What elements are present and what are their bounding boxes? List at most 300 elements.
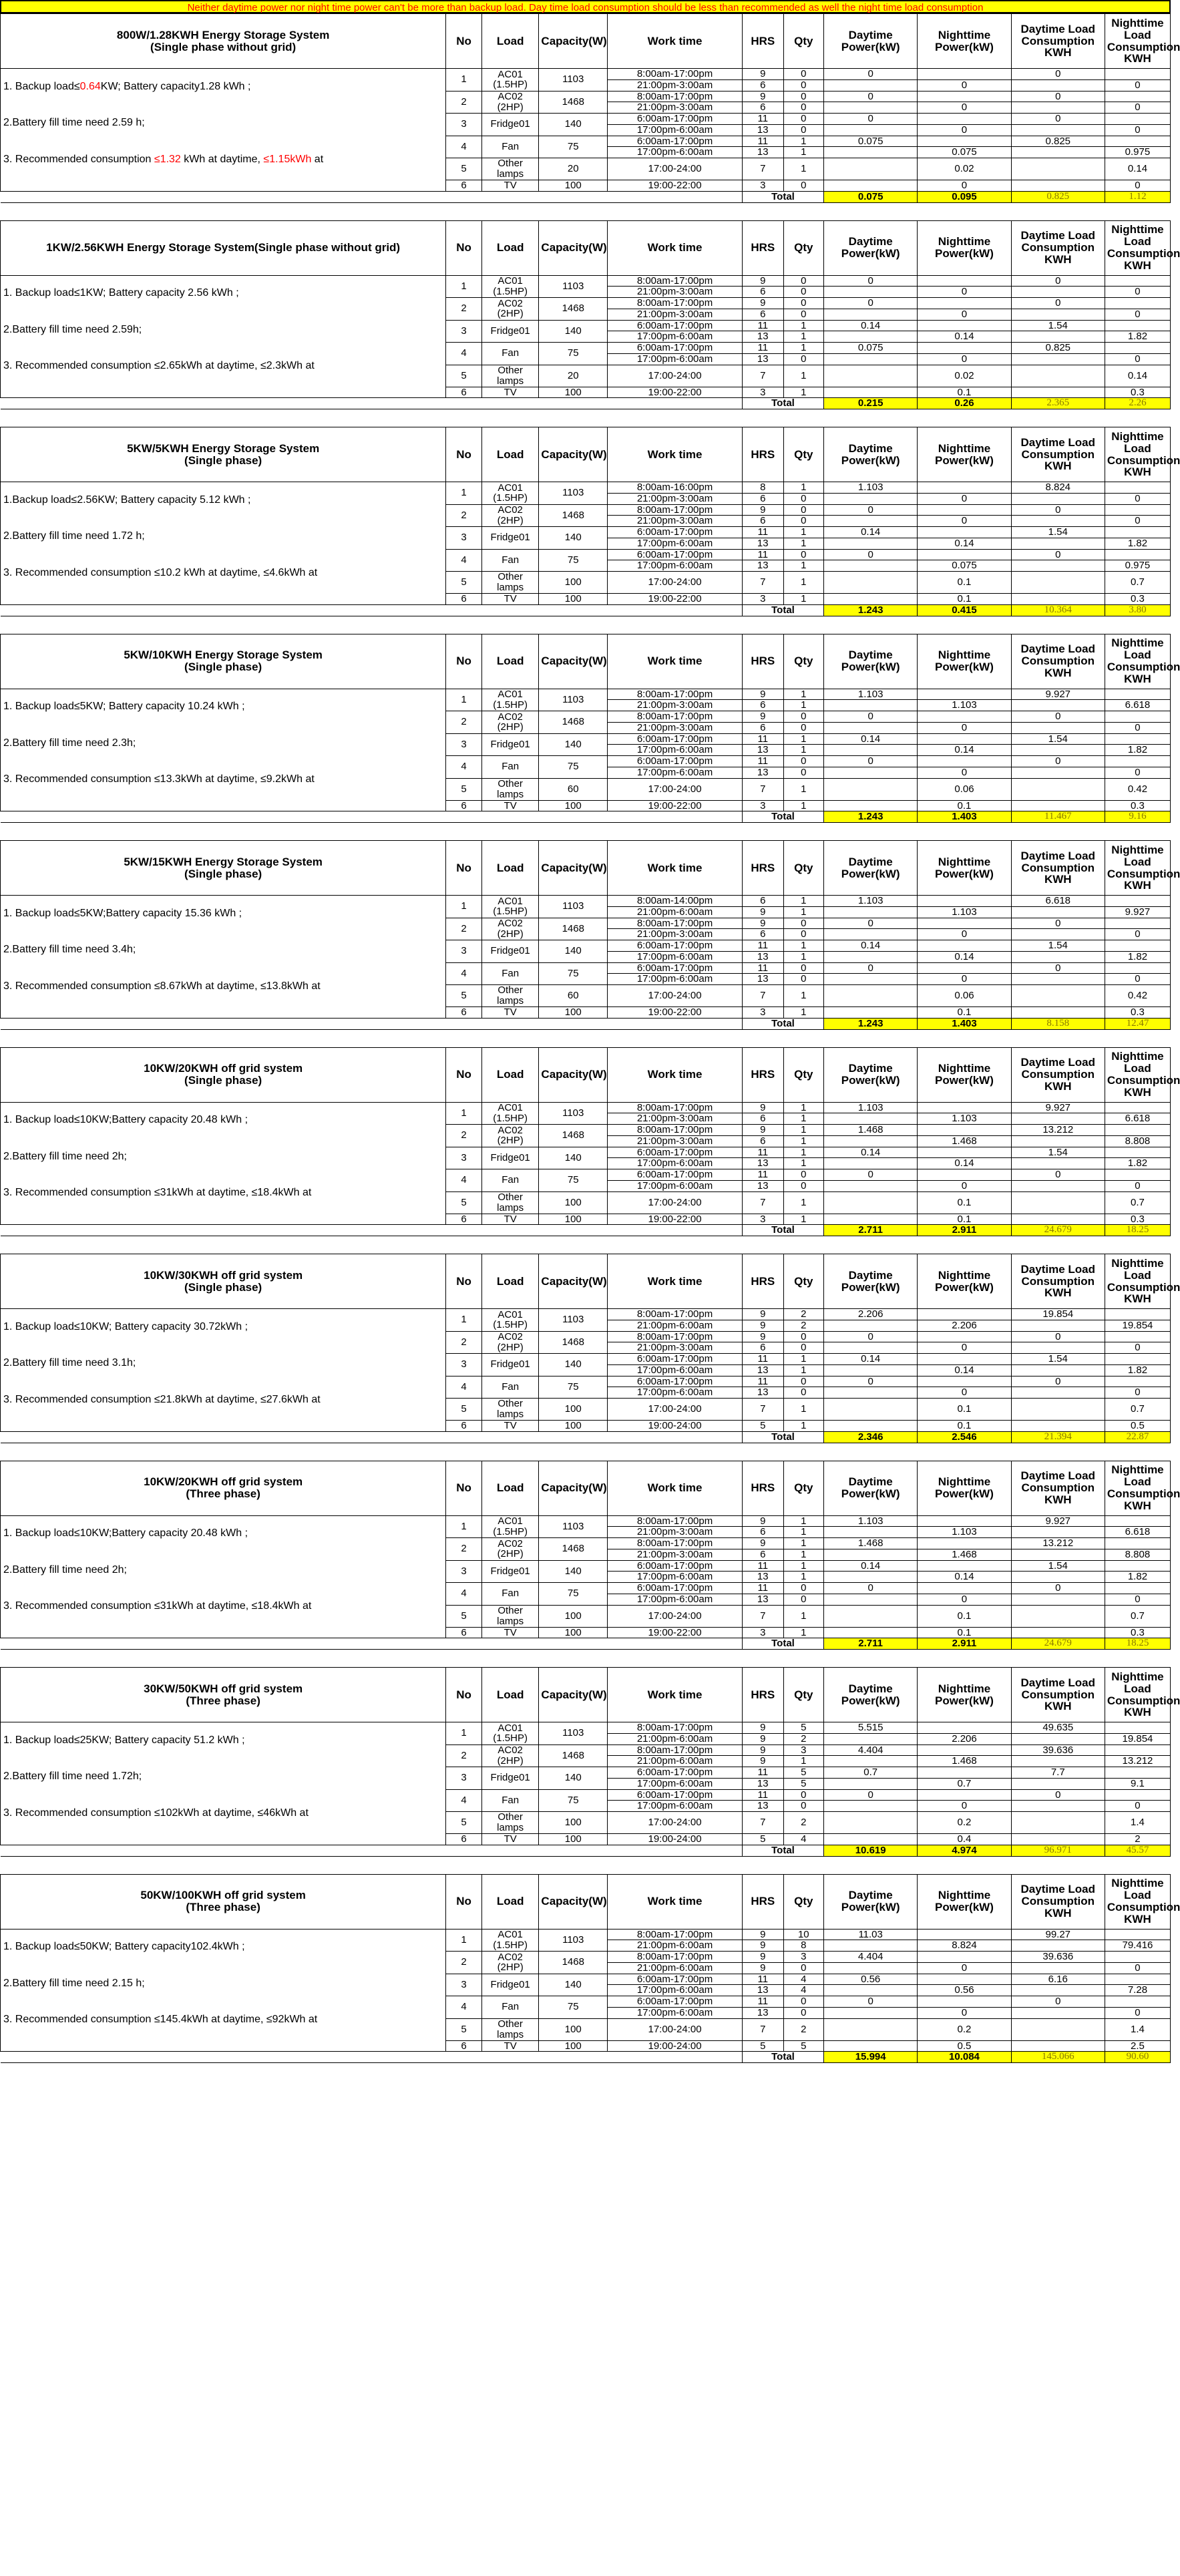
load-capacity: 100 [539, 1007, 608, 1019]
load-number: 5 [446, 572, 482, 594]
work-time: 21:00pm-6:00am [608, 1320, 743, 1331]
load-number: 1 [446, 482, 482, 505]
system-title-line: (Three phase) [186, 1901, 260, 1913]
hours: 9 [742, 69, 783, 80]
system-title [1, 841, 446, 896]
hours: 11 [742, 527, 783, 538]
load-capacity: 1103 [539, 1102, 608, 1125]
system-table [0, 13, 1180, 203]
nighttime-power [918, 962, 1011, 974]
work-time: 17:00-24:00 [608, 1605, 743, 1627]
hours: 7 [742, 1605, 783, 1627]
info-text: 1.Backup load≤2.56KW; Battery capacity 5.12 kWh ; [3, 494, 251, 506]
work-time: 21:00pm-3:00am [608, 1113, 743, 1125]
system-info-lines [1, 1309, 445, 1418]
info-text: 3. Recommended consumption ≤102kWh at daytime, ≤46kWh at [3, 1807, 309, 1819]
daytime-consumption: 0 [1011, 114, 1105, 125]
load-number: 3 [446, 1147, 482, 1169]
info-line [1, 1735, 445, 1746]
load-name: AC01 (1.5HP) [481, 1515, 539, 1538]
daytime-consumption: 1.54 [1011, 733, 1105, 745]
info-text: 2.Battery fill time need 2h; [3, 1563, 127, 1576]
system-info [1, 896, 446, 1019]
system-title-line: 5KW/15KWH Energy Storage System [124, 855, 323, 868]
daytime-consumption [1011, 1572, 1105, 1583]
nighttime-consumption [1105, 1147, 1170, 1158]
load-number: 4 [446, 1583, 482, 1606]
nighttime-power: 0 [918, 309, 1011, 320]
load-name: TV [481, 180, 539, 192]
load-number: 5 [446, 778, 482, 800]
nighttime-consumption: 0.3 [1105, 387, 1170, 398]
col-header-hrs: HRS [742, 1461, 783, 1515]
hours: 9 [742, 918, 783, 929]
load-capacity: 1468 [539, 1538, 608, 1561]
quantity: 1 [783, 1538, 823, 1549]
quantity: 0 [783, 493, 823, 504]
daytime-consumption [1011, 572, 1105, 594]
load-number: 6 [446, 1214, 482, 1225]
load-capacity: 140 [539, 733, 608, 756]
daytime-power [824, 929, 918, 940]
total-daytime-consumption: 0.825 [1011, 191, 1105, 202]
col-header-load: Load [481, 634, 539, 689]
system-info-lines [1, 1516, 445, 1625]
nighttime-consumption: 0.14 [1105, 158, 1170, 180]
nighttime-consumption: 0 [1105, 102, 1170, 114]
info-line [1, 2014, 445, 2026]
load-name: Other lamps [481, 1399, 539, 1421]
daytime-power [824, 767, 918, 778]
nighttime-consumption: 1.82 [1105, 951, 1170, 962]
load-name: Fridge01 [481, 1767, 539, 1790]
hours: 6 [742, 1527, 783, 1538]
quantity: 0 [783, 353, 823, 365]
info-text: 3. Recommended consumption ≤21.8kWh at daytime, ≤27.6kWh at [3, 1393, 321, 1405]
work-time: 8:00am-17:00pm [608, 69, 743, 80]
hours: 6 [742, 79, 783, 91]
info-line [1, 1322, 445, 1333]
daytime-power [824, 722, 918, 733]
nighttime-power [918, 1169, 1011, 1181]
hours: 9 [742, 1125, 783, 1136]
nighttime-consumption [1105, 689, 1170, 700]
load-name: Fan [481, 343, 539, 365]
col-header-night-cons: Nighttime Load Consumption KWH [1105, 841, 1170, 896]
daytime-power [824, 1801, 918, 1812]
system-table [0, 220, 1180, 410]
daytime-consumption: 0 [1011, 1789, 1105, 1801]
nighttime-power: 0.02 [918, 365, 1011, 387]
load-number: 6 [446, 180, 482, 192]
nighttime-power: 0.14 [918, 1572, 1011, 1583]
nighttime-power: 0.075 [918, 560, 1011, 572]
nighttime-power [918, 1767, 1011, 1779]
nighttime-consumption: 0 [1105, 124, 1170, 136]
total-row [1, 1018, 1171, 1029]
work-time: 21:00pm-3:00am [608, 287, 743, 298]
info-text: 1. Backup load≤5KW; Battery capacity 10.24 kWh ; [3, 701, 245, 713]
nighttime-consumption [1105, 1583, 1170, 1594]
load-number: 5 [446, 985, 482, 1007]
nighttime-power [918, 1125, 1011, 1136]
work-time: 8:00am-17:00pm [608, 504, 743, 516]
info-line [1, 1978, 445, 1990]
col-header-night-power: Nighttime Power(kW) [918, 14, 1011, 69]
total-daytime-power: 15.994 [824, 2052, 918, 2063]
hours: 9 [742, 906, 783, 918]
quantity: 1 [783, 1191, 823, 1214]
nighttime-power [918, 1102, 1011, 1113]
load-number: 2 [446, 711, 482, 734]
hours: 6 [742, 1342, 783, 1354]
col-header-qty: Qty [783, 220, 823, 275]
info-text: 1. Backup load≤10KW;Battery capacity 20.48 kWh ; [3, 1527, 248, 1539]
total-daytime-consumption: 24.679 [1011, 1638, 1105, 1650]
work-time: 17:00pm-6:00am [608, 1801, 743, 1812]
hours: 11 [742, 1996, 783, 2008]
daytime-consumption [1011, 102, 1105, 114]
nighttime-consumption: 0.975 [1105, 147, 1170, 158]
hours: 11 [742, 136, 783, 147]
total-label: Total [742, 604, 823, 616]
nighttime-consumption: 8.808 [1105, 1549, 1170, 1560]
col-header-capacity: Capacity(W) [539, 14, 608, 69]
daytime-consumption [1011, 560, 1105, 572]
daytime-consumption: 39.636 [1011, 1744, 1105, 1756]
nighttime-consumption [1105, 1515, 1170, 1527]
col-header-load: Load [481, 1668, 539, 1722]
daytime-power [824, 985, 918, 1007]
total-daytime-power: 0.215 [824, 398, 918, 409]
hours: 11 [742, 1354, 783, 1365]
hours: 11 [742, 114, 783, 125]
system-title [1, 220, 446, 275]
nighttime-power: 0.14 [918, 1158, 1011, 1169]
header-row [1, 1047, 1171, 1102]
nighttime-consumption: 0.3 [1105, 594, 1170, 605]
total-daytime-power: 0.075 [824, 191, 918, 202]
daytime-power [824, 2018, 918, 2040]
hours: 11 [742, 1789, 783, 1801]
nighttime-consumption: 1.82 [1105, 1364, 1170, 1376]
hours: 3 [742, 387, 783, 398]
daytime-consumption: 9.927 [1011, 1102, 1105, 1113]
nighttime-power: 0.1 [918, 594, 1011, 605]
daytime-consumption [1011, 1940, 1105, 1952]
col-header-capacity: Capacity(W) [539, 1461, 608, 1515]
load-number: 3 [446, 114, 482, 136]
col-header-day-power: Daytime Power(kW) [824, 220, 918, 275]
col-header-day-power: Daytime Power(kW) [824, 1668, 918, 1722]
daytime-consumption: 6.618 [1011, 896, 1105, 907]
daytime-power: 0 [824, 1996, 918, 2008]
quantity: 1 [783, 538, 823, 549]
daytime-consumption: 0 [1011, 91, 1105, 102]
table-row [1, 1929, 1171, 1940]
quantity: 0 [783, 1583, 823, 1594]
nighttime-power: 0 [918, 1594, 1011, 1605]
total-spacer [1, 2052, 743, 2063]
col-header-work-time: Work time [608, 634, 743, 689]
daytime-consumption [1011, 1627, 1105, 1638]
nighttime-power: 0 [918, 1387, 1011, 1399]
info-line [1, 361, 445, 372]
system-title [1, 1254, 446, 1309]
total-nighttime-power: 1.403 [918, 811, 1011, 823]
total-daytime-consumption: 10.364 [1011, 604, 1105, 616]
daytime-consumption: 13.212 [1011, 1125, 1105, 1136]
col-header-qty: Qty [783, 14, 823, 69]
col-header-load: Load [481, 1047, 539, 1102]
quantity: 0 [783, 309, 823, 320]
load-name: Fridge01 [481, 1147, 539, 1169]
quantity: 0 [783, 767, 823, 778]
daytime-power: 1.103 [824, 1102, 918, 1113]
work-time: 8:00am-16:00pm [608, 482, 743, 494]
load-capacity: 1468 [539, 91, 608, 114]
daytime-power [824, 1113, 918, 1125]
load-number: 1 [446, 1515, 482, 1538]
total-nighttime-consumption: 22.87 [1105, 1431, 1170, 1443]
col-header-qty: Qty [783, 841, 823, 896]
load-capacity: 75 [539, 1996, 608, 2019]
daytime-power: 0.56 [824, 1974, 918, 1985]
load-number: 2 [446, 91, 482, 114]
quantity: 0 [783, 1180, 823, 1191]
info-text: 1. Backup load≤10KW;Battery capacity 20.48 kWh ; [3, 1114, 248, 1126]
load-name: AC01 (1.5HP) [481, 1309, 539, 1332]
work-time: 8:00am-17:00pm [608, 298, 743, 309]
daytime-consumption [1011, 1733, 1105, 1744]
info-line [1, 1115, 445, 1126]
col-header-day-cons: Daytime Load Consumption KWH [1011, 1461, 1105, 1515]
work-time: 21:00pm-6:00am [608, 906, 743, 918]
work-time: 17:00-24:00 [608, 1191, 743, 1214]
col-header-qty: Qty [783, 427, 823, 482]
daytime-consumption: 13.212 [1011, 1538, 1105, 1549]
col-header-qty: Qty [783, 1047, 823, 1102]
quantity: 1 [783, 1364, 823, 1376]
col-header-load: Load [481, 1461, 539, 1515]
col-header-work-time: Work time [608, 427, 743, 482]
daytime-power [824, 287, 918, 298]
nighttime-power: 1.468 [918, 1549, 1011, 1560]
daytime-consumption [1011, 1320, 1105, 1331]
total-daytime-consumption: 96.971 [1011, 1845, 1105, 1856]
hours: 13 [742, 2007, 783, 2018]
table-row [1, 1515, 1171, 1527]
nighttime-consumption [1105, 1538, 1170, 1549]
col-header-work-time: Work time [608, 1254, 743, 1309]
col-header-night-power: Nighttime Power(kW) [918, 427, 1011, 482]
nighttime-power [918, 504, 1011, 516]
load-capacity: 100 [539, 594, 608, 605]
system-info-lines [1, 689, 445, 798]
work-time: 6:00am-17:00pm [608, 1354, 743, 1365]
col-header-no: No [446, 1874, 482, 1929]
work-time: 21:00pm-3:00am [608, 929, 743, 940]
total-row [1, 811, 1171, 823]
quantity: 1 [783, 700, 823, 711]
load-capacity: 100 [539, 572, 608, 594]
daytime-consumption [1011, 538, 1105, 549]
load-name: Fan [481, 1583, 539, 1606]
load-number: 3 [446, 733, 482, 756]
daytime-consumption: 0 [1011, 1169, 1105, 1181]
quantity: 1 [783, 1214, 823, 1225]
total-daytime-power: 2.711 [824, 1225, 918, 1236]
work-time: 6:00am-17:00pm [608, 962, 743, 974]
col-header-hrs: HRS [742, 220, 783, 275]
daytime-power [824, 1180, 918, 1191]
total-spacer [1, 1845, 743, 1856]
info-text: ≤1.32 [154, 153, 181, 165]
daytime-power [824, 1191, 918, 1214]
quantity: 0 [783, 102, 823, 114]
nighttime-power: 0 [918, 722, 1011, 733]
load-number: 1 [446, 275, 482, 298]
work-time: 21:00pm-3:00am [608, 493, 743, 504]
load-name: AC02 (2HP) [481, 1331, 539, 1354]
daytime-power [824, 1962, 918, 1974]
col-header-capacity: Capacity(W) [539, 1047, 608, 1102]
load-name: AC01 (1.5HP) [481, 69, 539, 91]
work-time: 17:00pm-6:00am [608, 1778, 743, 1789]
col-header-day-power: Daytime Power(kW) [824, 634, 918, 689]
work-time: 21:00pm-3:00am [608, 700, 743, 711]
nighttime-consumption [1105, 527, 1170, 538]
total-daytime-consumption: 145.066 [1011, 2052, 1105, 2063]
load-name: TV [481, 800, 539, 811]
hours: 11 [742, 756, 783, 767]
work-time: 17:00-24:00 [608, 2018, 743, 2040]
total-spacer [1, 398, 743, 409]
col-header-capacity: Capacity(W) [539, 427, 608, 482]
daytime-consumption: 19.854 [1011, 1309, 1105, 1320]
load-name: AC02 (2HP) [481, 918, 539, 940]
quantity: 1 [783, 689, 823, 700]
col-header-night-power: Nighttime Power(kW) [918, 1874, 1011, 1929]
load-capacity: 1468 [539, 298, 608, 321]
nighttime-consumption: 0 [1105, 79, 1170, 91]
col-header-night-cons: Nighttime Load Consumption KWH [1105, 14, 1170, 69]
work-time: 6:00am-17:00pm [608, 1560, 743, 1572]
total-row [1, 191, 1171, 202]
daytime-consumption: 49.635 [1011, 1722, 1105, 1734]
header-row [1, 427, 1171, 482]
daytime-consumption: 0 [1011, 549, 1105, 560]
daytime-power: 0.075 [824, 136, 918, 147]
total-nighttime-power: 0.095 [918, 191, 1011, 202]
table-row [1, 689, 1171, 700]
daytime-consumption: 39.636 [1011, 1952, 1105, 1963]
work-time: 21:00pm-3:00am [608, 516, 743, 527]
daytime-consumption: 6.16 [1011, 1974, 1105, 1985]
daytime-power: 5.515 [824, 1722, 918, 1734]
daytime-consumption: 1.54 [1011, 1560, 1105, 1572]
load-name: TV [481, 1627, 539, 1638]
nighttime-power [918, 1722, 1011, 1734]
quantity: 1 [783, 1560, 823, 1572]
hours: 13 [742, 767, 783, 778]
daytime-power [824, 309, 918, 320]
load-name: Fan [481, 1376, 539, 1399]
daytime-consumption [1011, 1191, 1105, 1214]
quantity: 1 [783, 1756, 823, 1767]
nighttime-power: 0.1 [918, 572, 1011, 594]
nighttime-consumption: 0 [1105, 1180, 1170, 1191]
nighttime-consumption [1105, 343, 1170, 354]
nighttime-consumption: 19.854 [1105, 1320, 1170, 1331]
daytime-power [824, 1733, 918, 1744]
work-time: 8:00am-17:00pm [608, 918, 743, 929]
nighttime-consumption: 0.3 [1105, 800, 1170, 811]
nighttime-power [918, 733, 1011, 745]
system-title-line: 10KW/20KWH off grid system [144, 1062, 303, 1075]
col-header-no: No [446, 1461, 482, 1515]
load-name: AC01 (1.5HP) [481, 482, 539, 505]
hours: 11 [742, 940, 783, 952]
total-nighttime-consumption: 9.16 [1105, 811, 1170, 823]
hours: 9 [742, 1940, 783, 1952]
daytime-consumption: 1.54 [1011, 320, 1105, 331]
info-text: 3. Recommended consumption ≤10.2 kWh at daytime, ≤4.6kWh at [3, 566, 318, 578]
work-time: 19:00-22:00 [608, 1214, 743, 1225]
info-line [1, 1395, 445, 1406]
nighttime-power [918, 1331, 1011, 1342]
daytime-power [824, 1549, 918, 1560]
info-line [1, 774, 445, 785]
load-number: 4 [446, 756, 482, 779]
header-row [1, 220, 1171, 275]
col-header-capacity: Capacity(W) [539, 1254, 608, 1309]
total-daytime-consumption: 8.158 [1011, 1018, 1105, 1029]
load-name: Fridge01 [481, 1974, 539, 1996]
quantity: 1 [783, 343, 823, 354]
nighttime-consumption: 0 [1105, 974, 1170, 985]
col-header-qty: Qty [783, 1874, 823, 1929]
work-time: 21:00pm-3:00am [608, 1135, 743, 1147]
col-header-load: Load [481, 14, 539, 69]
quantity: 1 [783, 147, 823, 158]
col-header-no: No [446, 1254, 482, 1309]
total-nighttime-consumption: 2.26 [1105, 398, 1170, 409]
total-nighttime-power: 2.911 [918, 1638, 1011, 1650]
daytime-power: 0.14 [824, 733, 918, 745]
info-line [1, 288, 445, 299]
quantity: 1 [783, 985, 823, 1007]
nighttime-power: 2.206 [918, 1320, 1011, 1331]
nighttime-power [918, 1952, 1011, 1963]
daytime-consumption [1011, 2018, 1105, 2040]
quantity: 5 [783, 1767, 823, 1779]
load-name: Fan [481, 756, 539, 779]
nighttime-consumption: 0 [1105, 1387, 1170, 1399]
system-info-lines [1, 1103, 445, 1212]
load-name: Fridge01 [481, 1560, 539, 1583]
quantity: 4 [783, 1985, 823, 1996]
daytime-power [824, 560, 918, 572]
load-number: 4 [446, 962, 482, 985]
daytime-power: 0 [824, 504, 918, 516]
daytime-consumption [1011, 2040, 1105, 2052]
nighttime-consumption: 1.82 [1105, 1572, 1170, 1583]
hours: 3 [742, 1007, 783, 1019]
load-number: 2 [446, 298, 482, 321]
nighttime-power: 1.103 [918, 1527, 1011, 1538]
col-header-day-power: Daytime Power(kW) [824, 14, 918, 69]
